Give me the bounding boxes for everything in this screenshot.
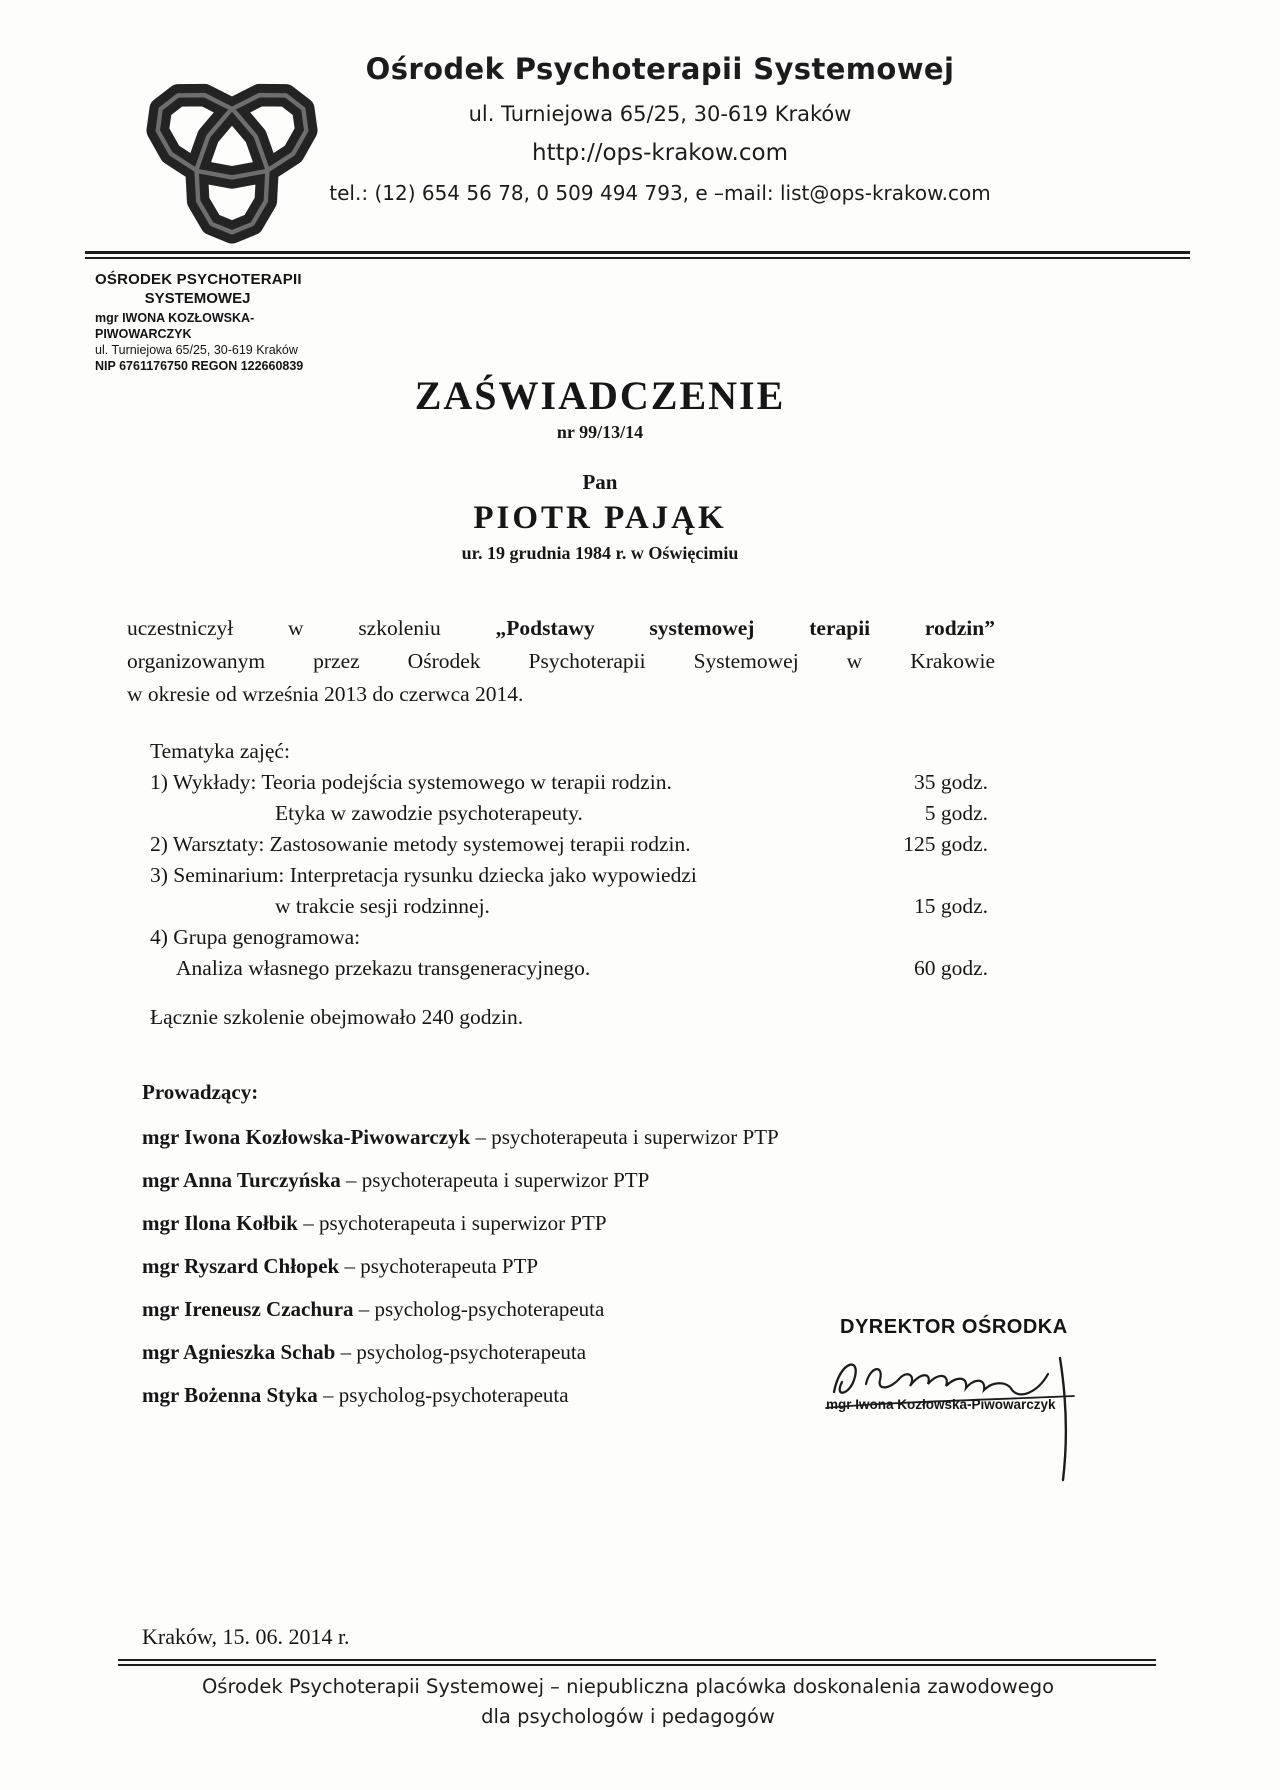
stamp-line: OŚRODEK PSYCHOTERAPII — [95, 271, 302, 288]
topic-hours: 35 godz. — [913, 770, 988, 794]
trainer-desc: – psychoterapeuta i superwizor PTP — [340, 1168, 650, 1192]
trainer-name: mgr Ilona Kołbik — [142, 1211, 298, 1235]
stamp-line: mgr IWONA KOZŁOWSKA-PIWOWARCZYK — [95, 311, 255, 342]
paragraph-line: organizowanym przez Ośrodek Psychoterapii Systemowej w Krakowie — [127, 649, 995, 673]
trainer-name: mgr Iwona Kozłowska-Piwowarczyk — [142, 1125, 471, 1149]
topic-hours: 60 godz. — [913, 956, 988, 980]
trainer-row — [142, 1384, 902, 1406]
trainer-desc: – psychoterapeuta PTP — [339, 1254, 539, 1278]
date-place: Kraków, 15. 06. 2014 r. — [142, 1624, 350, 1649]
document-title: ZAŚWIADCZENIE — [414, 373, 786, 418]
trainer-name: mgr Ryszard Chłopek — [142, 1254, 340, 1278]
topic-text: 1) Wykłady: Teoria podejścia systemowego w terapii rodzin. — [150, 770, 672, 794]
footer-divider — [118, 1659, 1156, 1666]
topic-hours: 15 godz. — [913, 894, 988, 918]
handwritten-signature — [816, 1332, 1106, 1482]
topic-row — [150, 922, 988, 953]
trainer-row — [142, 1341, 902, 1363]
topic-text: Analiza własnego przekazu transgeneracyjnego. — [176, 956, 591, 980]
signer-role: DYREKTOR OŚRODKA — [840, 1316, 1068, 1338]
org-name: Ośrodek Psychoterapii Systemowej — [365, 52, 955, 86]
paragraph-line — [127, 612, 995, 645]
footer-line: dla psychologów i pedagogów — [481, 1705, 775, 1728]
trainer-row — [142, 1255, 902, 1277]
paragraph-text: uczestniczył w szkoleniu — [127, 616, 496, 640]
topic-text: Etyka w zawodzie psychoterapeuty. — [275, 801, 583, 825]
trainer-desc: – psychoterapeuta i superwizor PTP — [470, 1125, 779, 1149]
trainer-name: mgr Anna Turczyńska — [142, 1168, 341, 1192]
letterhead — [120, 52, 1200, 205]
trainer-desc: – psycholog-psychoterapeuta — [353, 1297, 605, 1321]
topics-total: Łącznie szkolenie obejmowało 240 godzin. — [150, 1005, 524, 1029]
trainer-desc: – psychoterapeuta i superwizor PTP — [297, 1211, 607, 1235]
body-paragraph — [127, 612, 995, 711]
document-number: nr 99/13/14 — [556, 422, 644, 442]
trainer-desc: – psycholog-psychoterapeuta — [335, 1340, 587, 1364]
trainers-section — [142, 1080, 902, 1406]
topics-heading: Tematyka zajęć: — [150, 739, 290, 763]
topic-text: 3) Seminarium: Interpretacja rysunku dziecka jako wypowiedzi — [150, 863, 697, 887]
footer-line: Ośrodek Psychoterapii Systemowej – niepubliczna placówka doskonalenia zawodowego — [201, 1675, 1055, 1698]
topic-row — [150, 829, 988, 860]
topic-row — [150, 953, 988, 984]
topic-row — [150, 767, 988, 798]
topic-text: 2) Warsztaty: Zastosowanie metody systemowej terapii rodzin. — [150, 832, 691, 856]
topic-row — [150, 798, 988, 829]
topic-text: w trakcie sesji rodzinnej. — [275, 894, 490, 918]
topic-text: 4) Grupa genogramowa: — [150, 925, 361, 949]
trainer-row — [142, 1126, 902, 1148]
trainers-heading: Prowadzący: — [142, 1080, 259, 1104]
course-title: „Podstawy systemowej terapii rodzin” — [495, 616, 995, 640]
stamp-line: NIP 6761176750 REGON 122660839 — [95, 359, 304, 374]
topic-hours: 5 godz. — [924, 801, 988, 825]
recipient-name: PIOTR PAJĄK — [473, 500, 727, 536]
topic-row — [150, 891, 988, 922]
trainer-desc: – psycholog-psychoterapeuta — [317, 1383, 569, 1407]
paragraph-line: w okresie od września 2013 do czerwca 2014. — [127, 682, 524, 706]
trainer-name: mgr Bożenna Styka — [142, 1383, 318, 1407]
salutation: Pan — [582, 470, 618, 494]
org-address: ul. Turniejowa 65/25, 30-619 Kraków — [468, 102, 852, 126]
recipient-birth: ur. 19 grudnia 1984 r. w Oświęcimiu — [461, 543, 739, 563]
stamp-line: ul. Turniejowa 65/25, 30-619 Kraków — [95, 343, 298, 358]
trainer-row — [142, 1169, 902, 1191]
header-divider — [85, 251, 1190, 259]
trainer-row — [142, 1212, 902, 1234]
footer — [0, 1672, 1256, 1732]
topic-row — [150, 860, 988, 891]
topics-section — [150, 736, 988, 1033]
signer-name: mgr Iwona Kozłowska-Piwowarczyk — [826, 1397, 1056, 1412]
stamp-line: SYSTEMOWEJ — [144, 290, 251, 308]
office-stamp — [95, 270, 345, 374]
trainer-name: mgr Ireneusz Czachura — [142, 1297, 354, 1321]
org-contact: tel.: (12) 654 56 78, 0 509 494 793, e –mail: list@ops-krakow.com — [329, 181, 991, 205]
org-website: http://ops-krakow.com — [532, 140, 788, 166]
trainer-name: mgr Agnieszka Schab — [142, 1340, 336, 1364]
signature-block — [826, 1316, 1116, 1412]
trainer-row — [142, 1298, 902, 1320]
topic-hours: 125 godz. — [903, 832, 988, 856]
